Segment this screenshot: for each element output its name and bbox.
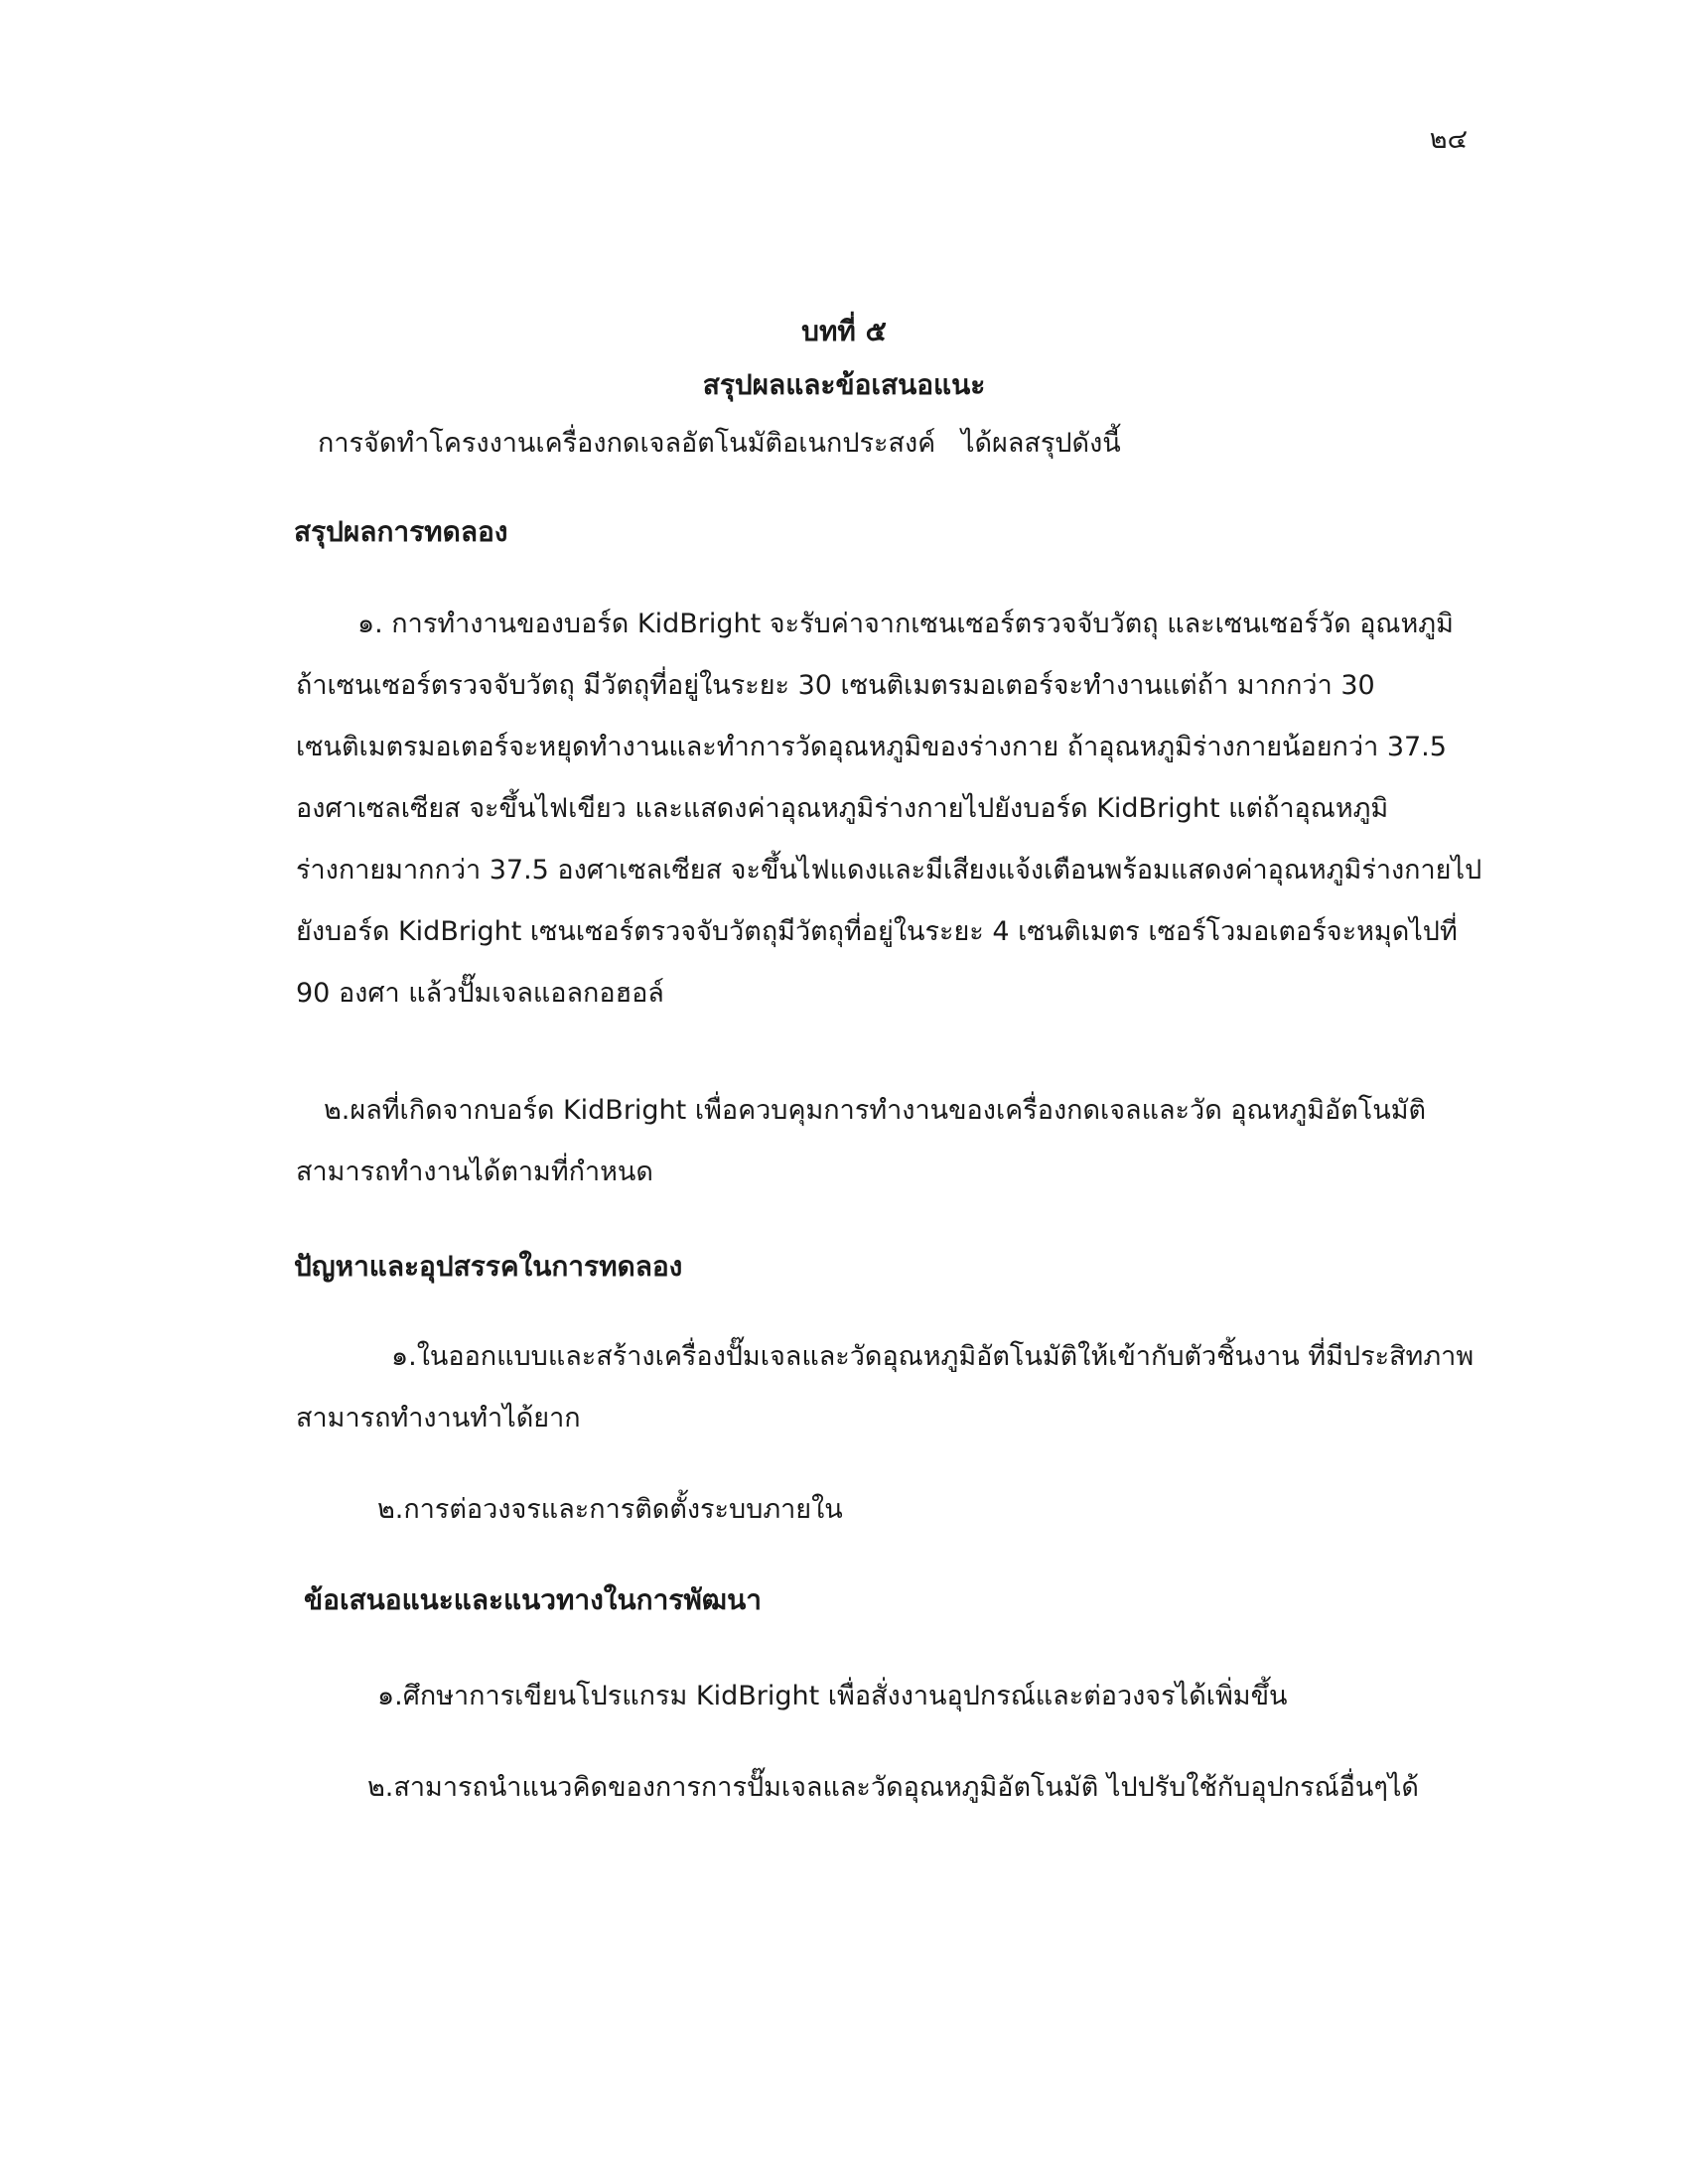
paragraph-suggestions-1	[296, 1666, 1497, 1727]
chapter-number: บทที่ ๕	[801, 315, 887, 347]
paragraph-suggestions-2	[296, 1757, 1497, 1819]
paragraph-line: ๑. การทำงานของบอร์ด KidBright จะรับค่าจากเซนเซอร์ตรวจจับวัตถุ และเซนเซอร์วัด อุณหภูมิ	[357, 609, 1454, 639]
paragraph-line: ร่างกายมากกว่า 37.5 องศาเซลเซียส จะขึ้นไฟแดงและมีเสียงแจ้งเตือนพร้อมแสดงค่าอุณหภูมิร่างกายไป	[296, 855, 1482, 886]
paragraph-line: ยังบอร์ด KidBright เซนเซอร์ตรวจจับวัตถุมีวัตถุที่อยู่ในระยะ 4 เซนติเมตร เซอร์โวมอเตอร์จะหมุดไปที่	[296, 916, 1458, 947]
intro-text: การจัดทำโครงงานเครื่องกดเจลอัตโนมัติอเนกประสงค์ ได้ผลสรุปดังนี้	[318, 428, 1121, 459]
paragraph-line: ๒.การต่อวงจรและการติดตั้งระบบภายใน	[377, 1494, 843, 1525]
paragraph-line: ๑.ในออกแบบและสร้างเครื่องปั๊มเจลและวัดอุณหภูมิอัตโนมัติให้เข้ากับตัวชิ้นงาน ที่มีประสิทภาพ	[391, 1341, 1475, 1372]
paragraph-line: ๒.ผลที่เกิดจากบอร์ด KidBright เพื่อควบคุมการทำงานของเครื่องกดเจลและวัด อุณหภูมิอัตโนมัติ	[324, 1095, 1427, 1126]
paragraph-problems-2	[296, 1479, 1497, 1541]
paragraph-conclusion-1	[296, 594, 1497, 1024]
paragraph-line: ๒.สามารถนำแนวคิดของการการปั๊มเจลและวัดอุณหภูมิอัตโนมัติ ไปปรับใช้กับอุปกรณ์อื่นๆได้	[367, 1772, 1419, 1803]
paragraph-conclusion-2	[296, 1080, 1497, 1203]
paragraph-line: องศาเซลเซียส จะขึ้นไฟเขียว และแสดงค่าอุณหภูมิร่างกายไปยังบอร์ด KidBright แต่ถ้าอุณหภูมิ	[296, 793, 1389, 824]
paragraph-line: ๑.ศึกษาการเขียนโปรแกรม KidBright เพื่อสั่งงานอุปกรณ์และต่อวงจรได้เพิ่มขึ้น	[377, 1681, 1288, 1711]
section-heading-problems: ปัญหาและอุปสรรคในการทดลอง	[294, 1250, 683, 1283]
paragraph-line: สามารถทำงานได้ตามที่กำหนด	[296, 1157, 653, 1187]
paragraph-line: 90 องศา แล้วปั๊มเจลแอลกอฮอล์	[296, 978, 664, 1009]
paragraph-line: ถ้าเซนเซอร์ตรวจจับวัตถุ มีวัตถุที่อยู่ในระยะ 30 เซนติเมตรมอเตอร์จะทำงานแต่ถ้า มากกว่า 30	[296, 670, 1375, 701]
section-heading-conclusion: สรุปผลการทดลอง	[294, 515, 508, 548]
paragraph-line: เซนติเมตรมอเตอร์จะหยุดทำงานและทำการวัดอุณหภูมิของร่างกาย ถ้าอุณหภูมิร่างกายน้อยกว่า 37.5	[296, 732, 1447, 762]
chapter-title: สรุปผลและข้อเสนอแนะ	[702, 368, 986, 401]
page-number: ๒๔	[1429, 124, 1468, 155]
paragraph-line: สามารถทำงานทำได้ยาก	[296, 1403, 581, 1433]
section-heading-suggestions: ข้อเสนอแนะและแนวทางในการพัฒนา	[304, 1583, 762, 1616]
paragraph-problems-1	[296, 1326, 1497, 1449]
